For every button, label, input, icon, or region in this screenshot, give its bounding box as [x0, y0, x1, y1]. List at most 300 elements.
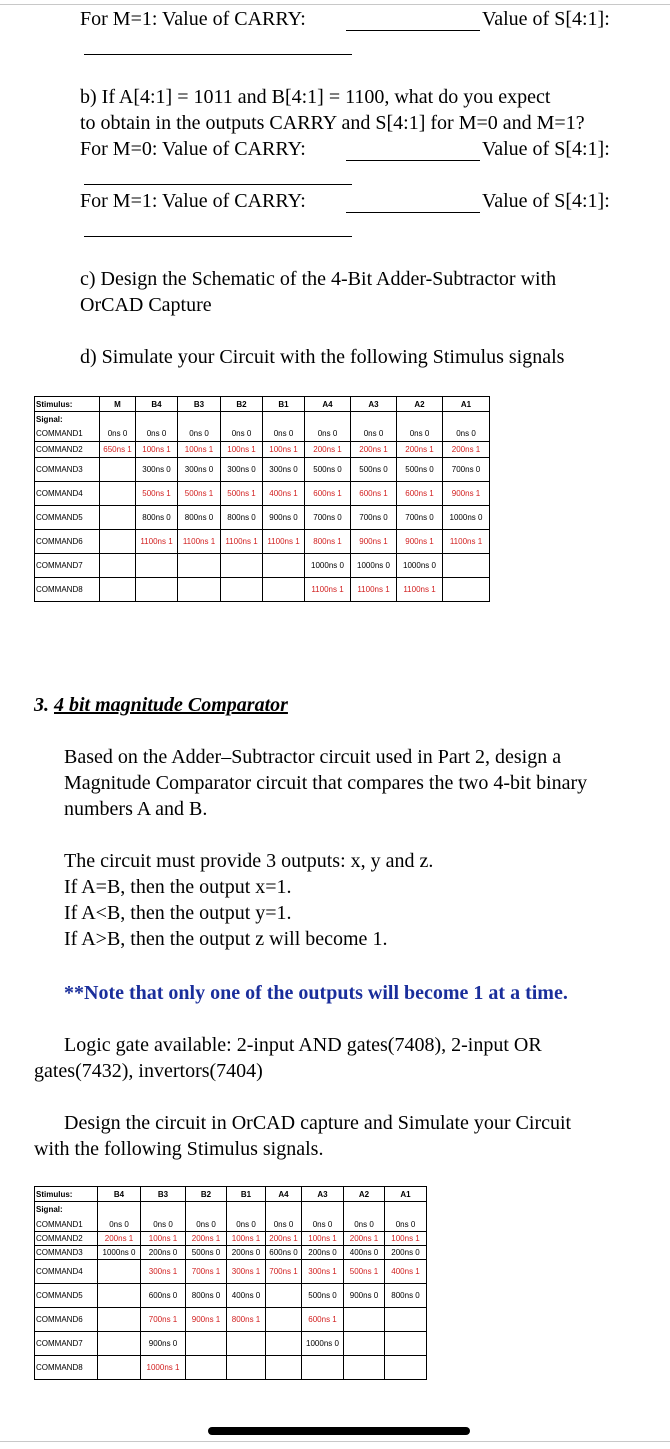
stimulus-value: 650ns 1: [103, 445, 132, 454]
command-label: COMMAND5: [35, 506, 100, 530]
stimulus-cell: [263, 554, 305, 578]
stimulus-value: 200ns 1: [104, 1234, 134, 1243]
stimulus-cell: [266, 1284, 302, 1308]
stimulus-value: 1000ns 0: [357, 561, 390, 570]
stimulus-cell: [385, 1260, 427, 1284]
table-row: [35, 1246, 427, 1260]
stimulus-cell: [305, 458, 351, 482]
section3-design-line1: Design the circuit in OrCAD capture and Simulate your Circuit: [64, 1112, 572, 1134]
signal-cell: [385, 1202, 427, 1218]
stimulus-cell: [344, 1232, 385, 1246]
stimulus-value: 100ns 1: [308, 1234, 337, 1243]
column-header: B4: [98, 1187, 141, 1202]
stimulus-value: 300ns 0: [184, 465, 214, 474]
stimulus-value: 200ns 0: [148, 1248, 178, 1257]
section3-para1-line3: numbers A and B.: [64, 798, 208, 820]
stimulus-value: 1000ns 0: [403, 561, 436, 570]
table-row: [35, 1218, 427, 1232]
stimulus-value: 100ns 1: [184, 445, 214, 454]
stimulus-value: 500ns 0: [191, 1248, 221, 1257]
stimulus-cell: [227, 1332, 266, 1356]
column-header: B1: [263, 397, 305, 412]
stimulus-cell: [100, 554, 136, 578]
stimulus-cell: [351, 427, 397, 442]
stimulus-cell: [305, 482, 351, 506]
stimulus-cell: [302, 1332, 344, 1356]
part-a-m1-s-blank: [84, 54, 352, 55]
stimulus-cell: [385, 1232, 427, 1246]
part-b-m0-s-label: Value of S[4:1]:: [482, 138, 610, 160]
stimulus-value: 0ns 0: [456, 429, 476, 439]
stimulus-value: 100ns 1: [269, 445, 298, 454]
stimulus-value: 400ns 1: [391, 1267, 420, 1276]
signal-cell: [302, 1202, 344, 1218]
part-a-m1-carry-blank: [346, 30, 480, 31]
table-header-row: [35, 1187, 427, 1202]
stimulus-cell: [266, 1356, 302, 1380]
stimulus-cell: [178, 458, 221, 482]
stimulus-cell: [178, 427, 221, 442]
stimulus-cell: [344, 1246, 385, 1260]
stimulus-cell: [263, 427, 305, 442]
stimulus-cell: [302, 1284, 344, 1308]
part-a-m1-s-label: Value of S[4:1]:: [482, 8, 610, 30]
signal-cell: [443, 412, 490, 427]
stimulus-value: 700ns 1: [269, 1267, 298, 1276]
column-header: B1: [227, 1187, 266, 1202]
stimulus-cell: [385, 1218, 427, 1232]
stimulus-cell: [344, 1332, 385, 1356]
stimulus-value: 700ns 0: [313, 513, 342, 522]
table-row: [35, 1332, 427, 1356]
stimulus-cell: [178, 578, 221, 602]
stimulus-value: 100ns 1: [391, 1234, 420, 1243]
top-divider: [0, 4, 670, 5]
command-label: COMMAND8: [35, 1356, 98, 1380]
signal-cell: [227, 1202, 266, 1218]
command-label: COMMAND2: [35, 1232, 98, 1246]
stimulus-value: 600ns 1: [405, 489, 434, 498]
stimulus-value: 0ns 0: [409, 429, 430, 439]
stimulus-value: 500ns 1: [184, 489, 214, 498]
stimulus-cell: [98, 1260, 141, 1284]
column-header: A2: [397, 397, 443, 412]
stimulus-cell: [100, 578, 136, 602]
stimulus-value: 500ns 0: [359, 465, 388, 474]
stimulus-value: 200ns 1: [313, 445, 342, 454]
stimulus-value: 700ns 1: [148, 1315, 178, 1324]
table-row: [35, 554, 490, 578]
stimulus-cell: [397, 442, 443, 458]
part-b-m1-s-blank: [84, 236, 352, 237]
stimulus-value: 1100ns 1: [225, 537, 258, 546]
stimulus-value: 200ns 0: [391, 1248, 420, 1257]
command-label: COMMAND2: [35, 442, 100, 458]
part-b-question-line2: to obtain in the outputs CARRY and S[4:1] for M=0 and M=1?: [80, 112, 585, 134]
home-indicator: [208, 1427, 470, 1435]
stimulus-cell: [221, 530, 263, 554]
stimulus-cell: [397, 506, 443, 530]
stimulus-cell: [443, 482, 490, 506]
stimulus-value: 200ns 1: [451, 445, 481, 454]
stimulus-cell: [100, 442, 136, 458]
stimulus-value: 1000ns 0: [102, 1248, 136, 1257]
stimulus-cell: [443, 506, 490, 530]
signal-cell: [98, 1202, 141, 1218]
column-header: A1: [443, 397, 490, 412]
stimulus-cell: [186, 1308, 227, 1332]
part-b-m0-carry-blank: [346, 160, 480, 161]
stimulus-cell: [263, 458, 305, 482]
stimulus-cell: [443, 427, 490, 442]
column-header: B4: [136, 397, 178, 412]
stimulus-cell: [266, 1218, 302, 1232]
stimulus-value: 0ns 0: [273, 1219, 294, 1229]
stimulus-value: 200ns 1: [349, 1234, 379, 1243]
stimulus-value: 900ns 0: [349, 1291, 379, 1300]
stimulus-label: Stimulus:: [35, 397, 100, 412]
stimulus-cell: [141, 1284, 186, 1308]
stimulus-value: 0ns 0: [231, 429, 252, 439]
stimulus-value: 1100ns 1: [357, 585, 390, 594]
stimulus-cell: [186, 1284, 227, 1308]
stimulus-value: 600ns 0: [269, 1248, 298, 1257]
column-header: B3: [178, 397, 221, 412]
stimulus-cell: [302, 1356, 344, 1380]
signal-cell: [305, 412, 351, 427]
stimulus-cell: [136, 554, 178, 578]
stimulus-cell: [351, 554, 397, 578]
stimulus-cell: [305, 578, 351, 602]
stimulus-value: 600ns 0: [148, 1291, 178, 1300]
command-label: COMMAND4: [35, 1260, 98, 1284]
stimulus-value: 0ns 0: [273, 429, 294, 439]
stimulus-value: 800ns 0: [391, 1291, 420, 1300]
section3-design-line2: with the following Stimulus signals.: [34, 1138, 324, 1160]
stimulus-value: 400ns 0: [231, 1291, 261, 1300]
part-b-m1-carry-label: For M=1: Value of CARRY:: [80, 190, 306, 212]
stimulus-cell: [186, 1356, 227, 1380]
stimulus-cell: [344, 1284, 385, 1308]
stimulus-cell: [266, 1332, 302, 1356]
stimulus-cell: [178, 442, 221, 458]
command-label: COMMAND6: [35, 530, 100, 554]
stimulus-cell: [227, 1356, 266, 1380]
signal-cell: [141, 1202, 186, 1218]
section3-para1-line1: Based on the Adder–Subtractor circuit used in Part 2, design a: [64, 746, 562, 768]
stimulus-cell: [344, 1260, 385, 1284]
stimulus-label: Stimulus:: [35, 1187, 98, 1202]
stimulus-cell: [221, 442, 263, 458]
stimulus-value: 1100ns 1: [182, 537, 216, 546]
stimulus-value: 800ns 0: [142, 513, 171, 522]
stimulus-cell: [443, 578, 490, 602]
stimulus-cell: [221, 482, 263, 506]
stimulus-cell: [351, 578, 397, 602]
stimulus-cell: [136, 442, 178, 458]
signal-cell: [136, 412, 178, 427]
stimulus-cell: [98, 1218, 141, 1232]
stimulus-cell: [443, 458, 490, 482]
table-row: [35, 442, 490, 458]
section3-outputs-line1: The circuit must provide 3 outputs: x, y and z.: [64, 850, 434, 872]
stimulus-cell: [136, 458, 178, 482]
stimulus-cell: [100, 458, 136, 482]
signal-label: Signal:: [35, 1202, 98, 1218]
section3-outputs-line2: If A=B, then the output x=1.: [64, 876, 292, 898]
section3-gates-line1: Logic gate available: 2-input AND gates(7408), 2-input OR: [64, 1034, 542, 1056]
stimulus-value: 0ns 0: [146, 429, 167, 439]
stimulus-value: 0ns 0: [317, 429, 338, 439]
section3-para1-line2: Magnitude Comparator circuit that compares the two 4-bit binary: [64, 772, 588, 794]
stimulus-cell: [141, 1232, 186, 1246]
column-header: A3: [302, 1187, 344, 1202]
stimulus-cell: [351, 458, 397, 482]
stimulus-cell: [302, 1246, 344, 1260]
column-header: B3: [141, 1187, 186, 1202]
stimulus-cell: [385, 1356, 427, 1380]
stimulus-cell: [266, 1232, 302, 1246]
stimulus-value: 100ns 1: [231, 1234, 261, 1243]
stimulus-value: 200ns 1: [405, 445, 434, 454]
stimulus-value: 500ns 1: [349, 1267, 379, 1276]
stimulus-value: 800ns 1: [231, 1315, 261, 1324]
signal-cell: [351, 412, 397, 427]
stimulus-value: 900ns 1: [191, 1315, 221, 1324]
stimulus-value: 900ns 1: [451, 489, 481, 498]
stimulus-cell: [100, 506, 136, 530]
stimulus-value: 100ns 1: [142, 445, 171, 454]
stimulus-cell: [302, 1308, 344, 1332]
column-header: A2: [344, 1187, 385, 1202]
stimulus-value: 0ns 0: [196, 1219, 216, 1229]
stimulus-cell: [266, 1246, 302, 1260]
stimulus-cell: [263, 482, 305, 506]
stimulus-cell: [141, 1246, 186, 1260]
stimulus-value: 300ns 0: [227, 465, 256, 474]
signal-row: [35, 1202, 427, 1218]
part-b-question-line1: b) If A[4:1] = 1011 and B[4:1] = 1100, what do you expect: [80, 86, 551, 108]
stimulus-cell: [344, 1218, 385, 1232]
part-a-m1-carry-label: For M=1: Value of CARRY:: [80, 8, 306, 30]
stimulus-cell: [178, 506, 221, 530]
stimulus-value: 700ns 1: [191, 1267, 221, 1276]
table-row: [35, 530, 490, 554]
stimulus-value: 500ns 1: [227, 489, 256, 498]
stimulus-value: 0ns 0: [363, 429, 384, 439]
stimulus-value: 400ns 0: [349, 1248, 379, 1257]
stimulus-cell: [186, 1332, 227, 1356]
stimulus-value: 700ns 0: [405, 513, 434, 522]
table-row: [35, 1308, 427, 1332]
command-label: COMMAND6: [35, 1308, 98, 1332]
stimulus-value: 900ns 0: [148, 1339, 178, 1348]
column-header: A4: [266, 1187, 302, 1202]
stimulus-cell: [221, 506, 263, 530]
stimulus-cell: [397, 427, 443, 442]
column-header: B2: [186, 1187, 227, 1202]
stimulus-value: 500ns 1: [142, 489, 171, 498]
column-header: A3: [351, 397, 397, 412]
stimulus-cell: [302, 1232, 344, 1246]
stimulus-table-comparator: [34, 1186, 427, 1380]
stimulus-cell: [98, 1284, 141, 1308]
signal-row: [35, 412, 490, 427]
stimulus-cell: [221, 427, 263, 442]
stimulus-value: 0ns 0: [189, 429, 209, 439]
stimulus-cell: [305, 427, 351, 442]
stimulus-cell: [397, 530, 443, 554]
stimulus-cell: [344, 1308, 385, 1332]
stimulus-cell: [397, 554, 443, 578]
stimulus-value: 200ns 0: [308, 1248, 337, 1257]
stimulus-cell: [351, 530, 397, 554]
column-header: A1: [385, 1187, 427, 1202]
stimulus-cell: [178, 530, 221, 554]
stimulus-value: 200ns 0: [231, 1248, 261, 1257]
stimulus-cell: [186, 1218, 227, 1232]
stimulus-cell: [227, 1308, 266, 1332]
command-label: COMMAND8: [35, 578, 100, 602]
stimulus-cell: [351, 506, 397, 530]
table-row: [35, 482, 490, 506]
stimulus-cell: [98, 1356, 141, 1380]
stimulus-value: 0ns 0: [109, 1219, 129, 1229]
stimulus-value: 600ns 1: [313, 489, 342, 498]
stimulus-value: 500ns 0: [313, 465, 342, 474]
part-b-m0-s-blank: [84, 184, 352, 185]
stimulus-value: 1000ns 0: [449, 513, 483, 522]
stimulus-cell: [266, 1260, 302, 1284]
table-header-row: [35, 397, 490, 412]
command-label: COMMAND1: [35, 427, 100, 442]
stimulus-cell: [136, 482, 178, 506]
stimulus-cell: [141, 1308, 186, 1332]
stimulus-value: 1000ns 0: [311, 561, 344, 570]
section3-note: **Note that only one of the outputs will become 1 at a time.: [64, 982, 568, 1004]
signal-cell: [266, 1202, 302, 1218]
stimulus-cell: [344, 1356, 385, 1380]
stimulus-cell: [302, 1260, 344, 1284]
section3-heading: [34, 692, 288, 718]
stimulus-cell: [141, 1260, 186, 1284]
stimulus-cell: [178, 482, 221, 506]
stimulus-cell: [98, 1332, 141, 1356]
stimulus-value: 300ns 0: [269, 465, 298, 474]
command-label: COMMAND7: [35, 554, 100, 578]
stimulus-value: 800ns 0: [227, 513, 256, 522]
stimulus-value: 200ns 1: [269, 1234, 298, 1243]
stimulus-value: 900ns 1: [405, 537, 434, 546]
table-row: [35, 1232, 427, 1246]
stimulus-value: 0ns 0: [107, 429, 128, 439]
stimulus-cell: [443, 554, 490, 578]
stimulus-value: 1100ns 1: [449, 537, 483, 546]
stimulus-table-adder: [34, 396, 490, 602]
stimulus-cell: [443, 442, 490, 458]
stimulus-cell: [305, 554, 351, 578]
stimulus-cell: [141, 1218, 186, 1232]
stimulus-cell: [443, 530, 490, 554]
stimulus-cell: [305, 530, 351, 554]
command-label: COMMAND5: [35, 1284, 98, 1308]
stimulus-cell: [385, 1284, 427, 1308]
column-header: M: [100, 397, 136, 412]
stimulus-cell: [263, 506, 305, 530]
signal-cell: [263, 412, 305, 427]
table-row: [35, 458, 490, 482]
stimulus-value: 1000ns 0: [306, 1339, 339, 1348]
stimulus-cell: [136, 427, 178, 442]
stimulus-cell: [178, 554, 221, 578]
stimulus-value: 900ns 1: [359, 537, 388, 546]
part-c-line2: OrCAD Capture: [80, 294, 212, 316]
stimulus-value: 800ns 0: [191, 1291, 221, 1300]
part-b-m1-s-label: Value of S[4:1]:: [482, 190, 610, 212]
stimulus-value: 800ns 1: [313, 537, 342, 546]
stimulus-value: 300ns 1: [148, 1267, 178, 1276]
table-row: [35, 1284, 427, 1308]
signal-cell: [221, 412, 263, 427]
stimulus-cell: [351, 482, 397, 506]
stimulus-value: 0ns 0: [236, 1219, 256, 1229]
stimulus-cell: [227, 1232, 266, 1246]
stimulus-value: 800ns 0: [184, 513, 214, 522]
stimulus-cell: [186, 1246, 227, 1260]
stimulus-value: 200ns 1: [191, 1234, 221, 1243]
stimulus-value: 1100ns 1: [311, 585, 344, 594]
stimulus-value: 500ns 0: [308, 1291, 337, 1300]
command-label: COMMAND4: [35, 482, 100, 506]
stimulus-cell: [263, 442, 305, 458]
stimulus-value: 1100ns 1: [403, 585, 436, 594]
section3-number: 3.: [34, 694, 49, 716]
stimulus-cell: [186, 1260, 227, 1284]
stimulus-cell: [141, 1332, 186, 1356]
stimulus-cell: [263, 578, 305, 602]
table-row: [35, 427, 490, 442]
command-label: COMMAND7: [35, 1332, 98, 1356]
stimulus-cell: [227, 1218, 266, 1232]
stimulus-cell: [397, 578, 443, 602]
stimulus-value: 1000ns 1: [146, 1363, 180, 1372]
stimulus-value: 900ns 0: [269, 513, 298, 522]
stimulus-value: 300ns 1: [231, 1267, 261, 1276]
stimulus-cell: [397, 482, 443, 506]
signal-cell: [397, 412, 443, 427]
stimulus-cell: [397, 458, 443, 482]
stimulus-cell: [263, 530, 305, 554]
column-header: B2: [221, 397, 263, 412]
stimulus-cell: [266, 1308, 302, 1332]
stimulus-cell: [100, 530, 136, 554]
part-b-m0-carry-label: For M=0: Value of CARRY:: [80, 138, 306, 160]
section3-title: 4 bit magnitude Comparator: [54, 694, 288, 716]
signal-cell: [186, 1202, 227, 1218]
stimulus-cell: [136, 530, 178, 554]
stimulus-cell: [305, 442, 351, 458]
stimulus-value: 600ns 1: [359, 489, 388, 498]
stimulus-value: 700ns 0: [451, 465, 481, 474]
stimulus-value: 700ns 0: [359, 513, 388, 522]
stimulus-value: 300ns 0: [142, 465, 171, 474]
stimulus-value: 300ns 1: [308, 1267, 337, 1276]
signal-cell: [178, 412, 221, 427]
stimulus-cell: [221, 458, 263, 482]
stimulus-cell: [385, 1332, 427, 1356]
stimulus-cell: [351, 442, 397, 458]
stimulus-cell: [141, 1356, 186, 1380]
